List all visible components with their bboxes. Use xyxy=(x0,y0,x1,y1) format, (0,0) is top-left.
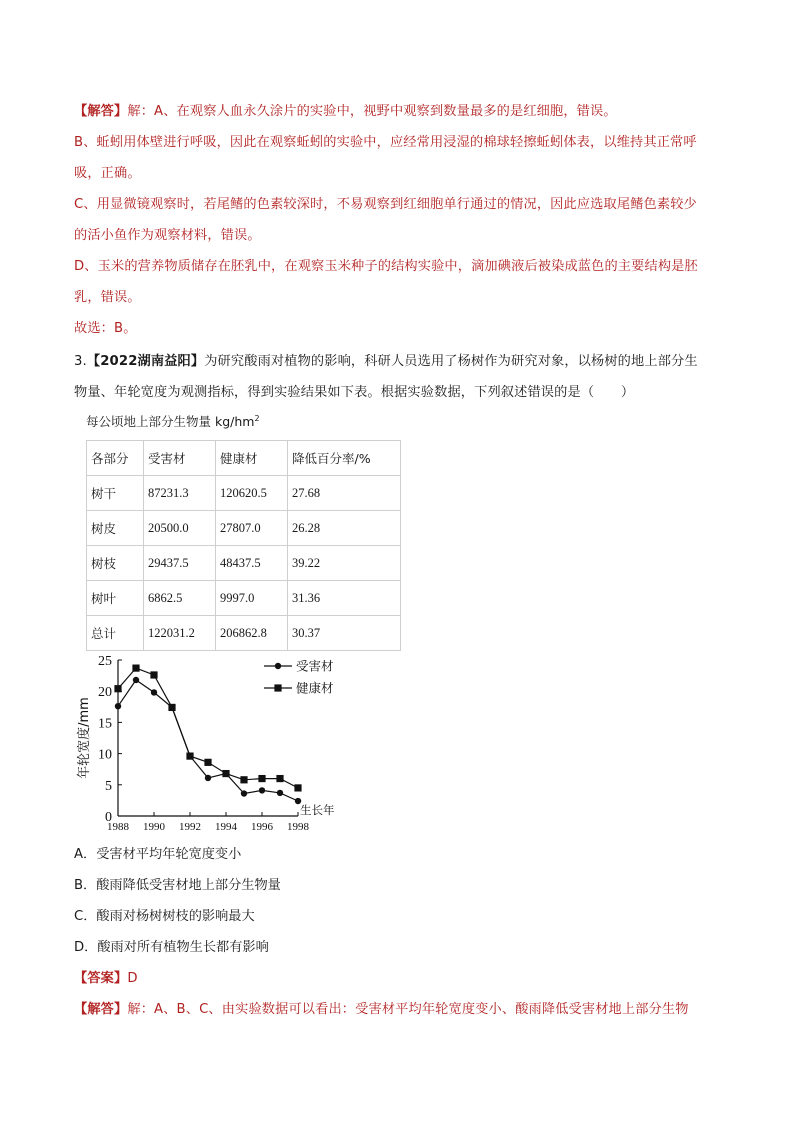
analysis-line xyxy=(74,994,724,1025)
data-point xyxy=(204,759,211,766)
header-cell: 降低百分率/% xyxy=(288,441,401,476)
table-row xyxy=(87,511,401,546)
table-cell: 总计 xyxy=(87,616,144,651)
table-row xyxy=(87,476,401,511)
answer-key-tag: 【答案】 xyxy=(74,971,128,986)
x-tick-label: 1988 xyxy=(107,821,129,833)
table-cell: 39.22 xyxy=(288,546,401,581)
question-number: 3. xyxy=(74,354,87,369)
table-cell: 9997.0 xyxy=(216,581,288,616)
analysis-tag: 【解答】 xyxy=(74,1002,128,1017)
data-point xyxy=(114,685,121,692)
answer-line-d2: 乳，错误。 xyxy=(74,290,141,305)
data-point xyxy=(132,665,139,672)
table-caption-text: 每公顷地上部分生物量 kg/hm xyxy=(86,414,255,429)
table-cell: 树皮 xyxy=(87,511,144,546)
table-cell: 树叶 xyxy=(87,581,144,616)
table-header-row xyxy=(87,441,401,476)
data-point xyxy=(150,671,157,678)
table-cell: 29437.5 xyxy=(144,546,216,581)
table-cell: 122031.2 xyxy=(144,616,216,651)
data-point xyxy=(258,775,265,782)
x-tick-label: 1992 xyxy=(179,821,201,833)
x-tick-label: 1994 xyxy=(215,821,237,833)
y-tick-label: 25 xyxy=(98,654,112,669)
table-cell: 树枝 xyxy=(87,546,144,581)
option-b: B．酸雨降低受害材地上部分生物量 xyxy=(74,878,281,893)
data-point xyxy=(240,776,247,783)
question-stem-1: 为研究酸雨对植物的影响，科研人员选用了杨树作为研究对象，以杨树的地上部分生 xyxy=(204,354,698,369)
table-row xyxy=(87,546,401,581)
answer-line-b1: B、蚯蚓用体壁进行呼吸，因此在观察蚯蚓的实验中，应经常用浸湿的棉球轻擦蚯蚓体表，以维持其正常呼 xyxy=(74,135,697,150)
data-point xyxy=(277,790,283,796)
data-point xyxy=(222,770,229,777)
x-tick-label: 1996 xyxy=(251,821,273,833)
table-cell: 30.37 xyxy=(288,616,401,651)
y-tick-label: 15 xyxy=(98,716,112,732)
data-point xyxy=(241,790,247,796)
header-cell: 受害材 xyxy=(144,441,216,476)
data-point xyxy=(133,677,139,683)
table-cell: 27.68 xyxy=(288,476,401,511)
table-cell: 120620.5 xyxy=(216,476,288,511)
answer-key-value: D xyxy=(127,971,138,986)
data-point xyxy=(276,775,283,782)
header-cell: 各部分 xyxy=(87,441,144,476)
answer-line-a xyxy=(74,96,724,127)
answer-text-a: 解：A、在观察人血永久涂片的实验中，视野中观察到数量最多的是红细胞，错误。 xyxy=(127,104,617,119)
table-cell: 48437.5 xyxy=(216,546,288,581)
chart-legend xyxy=(264,659,334,696)
header-cell: 健康材 xyxy=(216,441,288,476)
x-axis-label: 生长年 xyxy=(300,803,335,817)
y-tick-label: 0 xyxy=(105,810,112,825)
table-cell: 31.36 xyxy=(288,581,401,616)
y-tick-label: 10 xyxy=(98,747,112,763)
x-tick-label: 1998 xyxy=(287,821,309,833)
data-point xyxy=(186,752,193,759)
table-row xyxy=(87,616,401,651)
answer-line-d1: D、玉米的营养物质储存在胚乳中，在观察玉米种子的结构实验中，滴加碘液后被染成蓝色的主要结构是胚 xyxy=(74,259,698,274)
option-d: D．酸雨对所有植物生长都有影响 xyxy=(74,940,269,955)
data-point xyxy=(295,798,301,804)
question-source: 【2022湖南益阳】 xyxy=(86,354,205,369)
table-cell: 27807.0 xyxy=(216,511,288,546)
answer-line-b2: 吸，正确。 xyxy=(74,166,141,181)
question-stem-line1 xyxy=(74,346,724,377)
option-c: C．酸雨对杨树树枝的影响最大 xyxy=(74,909,255,924)
y-tick-label: 20 xyxy=(98,685,112,701)
y-axis-label: 年轮宽度/mm xyxy=(77,697,92,779)
data-point xyxy=(259,787,265,793)
option-a: A．受害材平均年轮宽度变小 xyxy=(74,847,242,862)
legend-label: 健康材 xyxy=(296,680,334,696)
data-point xyxy=(205,775,211,781)
answer-choice: 故选：B。 xyxy=(74,321,137,336)
series-line-1 xyxy=(118,680,298,801)
table-cell: 206862.8 xyxy=(216,616,288,651)
table-row xyxy=(87,581,401,616)
x-tick-label: 1990 xyxy=(143,821,165,833)
data-point xyxy=(168,704,175,711)
table-caption xyxy=(86,412,260,430)
question-stem-line2: 物量、年轮宽度为观测指标，得到实验结果如下表。根据实验数据，下列叙述错误的是（ ） xyxy=(74,385,635,400)
table-cell: 26.28 xyxy=(288,511,401,546)
biomass-table xyxy=(86,440,401,651)
legend-marker xyxy=(275,663,281,669)
legend-label: 受害材 xyxy=(296,658,334,674)
legend-marker xyxy=(274,684,281,691)
chart-series xyxy=(114,665,301,805)
table-cell: 87231.3 xyxy=(144,476,216,511)
y-tick-label: 5 xyxy=(105,778,112,794)
data-point xyxy=(151,689,157,695)
answer-key xyxy=(74,963,724,994)
analysis-text: 解：A、B、C、由实验数据可以看出：受害材平均年轮宽度变小、酸雨降低受害材地上部分生物 xyxy=(127,1002,689,1017)
table-cell: 6862.5 xyxy=(144,581,216,616)
data-point xyxy=(115,703,121,709)
answer-line-c2: 的活小鱼作为观察材料，错误。 xyxy=(74,228,261,243)
table-cell: 树干 xyxy=(87,476,144,511)
answer-line-c1: C、用显微镜观察时，若尾鳍的色素较深时，不易观察到红细胞单行通过的情况，因此应选取尾鳍色素较少 xyxy=(74,197,697,212)
data-point xyxy=(294,784,301,791)
table-cell: 20500.0 xyxy=(144,511,216,546)
answer-tag: 【解答】 xyxy=(74,104,128,119)
ring-width-chart xyxy=(70,648,370,834)
table-caption-sup: 2 xyxy=(254,413,260,423)
